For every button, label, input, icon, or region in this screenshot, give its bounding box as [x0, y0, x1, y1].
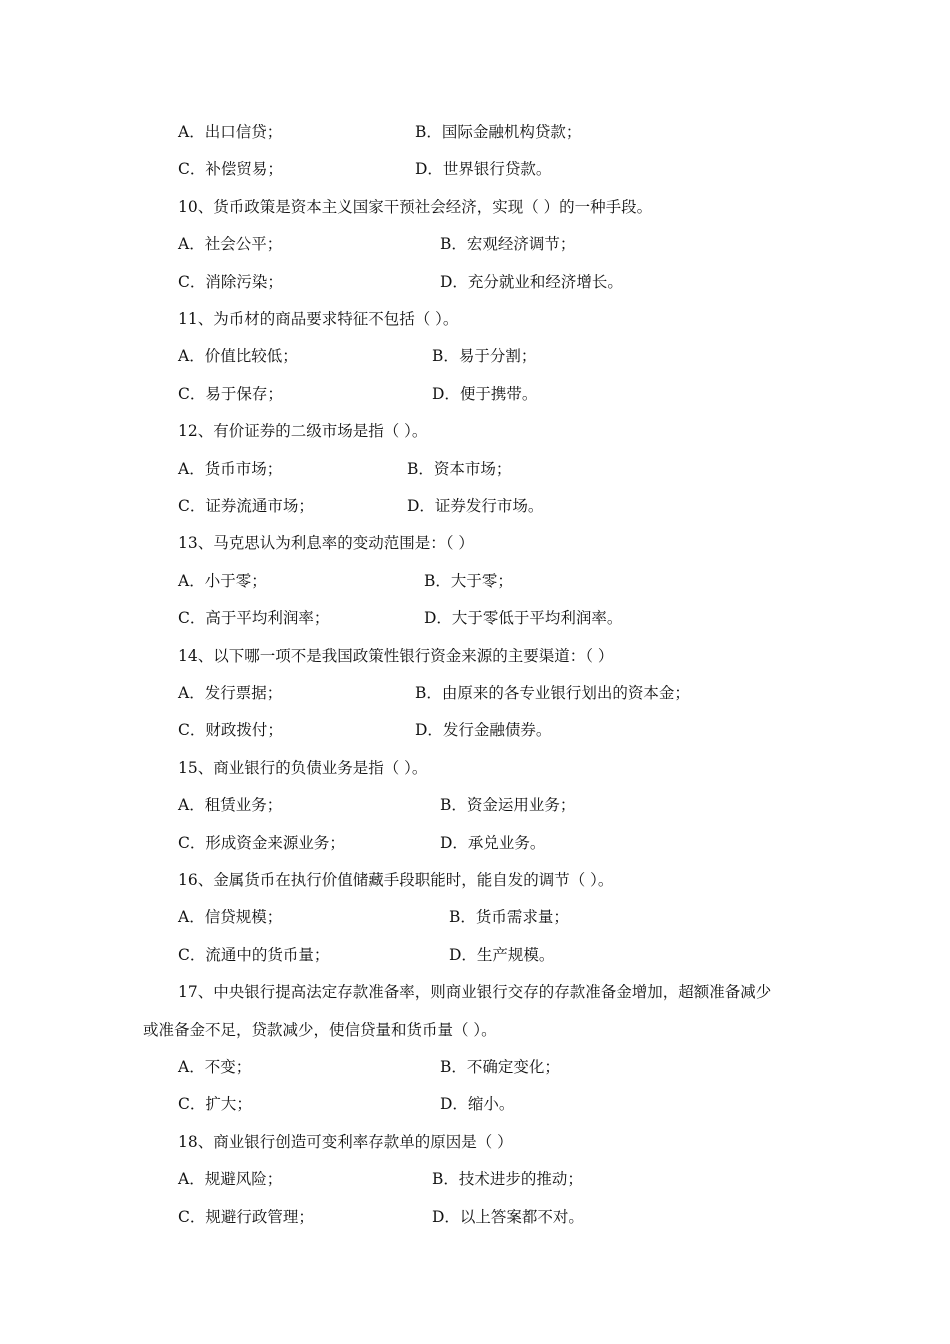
- option-left: C．消除污染；: [178, 272, 283, 291]
- option-left: A．规避风险；: [178, 1170, 283, 1189]
- option-right: B．宏观经济调节；: [440, 235, 576, 254]
- option-row: [0, 1055, 950, 1079]
- question-text: 13、马克思认为利息率的变动范围是：（ ）: [178, 534, 474, 553]
- option-right: B．大于零；: [424, 571, 513, 590]
- question-text: 14、以下哪一项不是我国政策性银行资金来源的主要渠道：（ ）: [178, 646, 614, 665]
- option-left: A．不变；: [178, 1058, 252, 1076]
- option-right: D．缩小。: [440, 1095, 515, 1114]
- option-left: A．发行票据；: [178, 684, 283, 702]
- option-row: [0, 157, 950, 181]
- option-left: A．货币市场；: [178, 459, 283, 478]
- option-row: [0, 681, 950, 705]
- option-left: C．证券流通市场；: [178, 497, 314, 515]
- option-left: C．补偿贸易；: [178, 160, 283, 179]
- option-left: C．形成资金来源业务；: [178, 833, 345, 852]
- option-left: C．高于平均利润率；: [178, 609, 330, 628]
- option-right: B．资金运用业务；: [440, 796, 576, 815]
- option-right: B．国际金融机构贷款；: [415, 123, 582, 141]
- option-row: [0, 1167, 950, 1191]
- question-text: 16、金属货币在执行价值储藏手段职能时，能自发的调节（ ）。: [178, 871, 614, 889]
- question-text: 11、为币材的商品要求特征不包括（ ）。: [178, 310, 459, 328]
- option-right: D．发行金融债券。: [415, 721, 552, 740]
- option-left: A．出口信贷；: [178, 123, 283, 141]
- option-left: A．租赁业务；: [178, 796, 283, 815]
- option-right: D．证券发行市场。: [407, 497, 544, 515]
- option-right: D．大于零低于平均利润率。: [424, 609, 623, 628]
- question-text: 17、中央银行提高法定存款准备率，则商业银行交存的存款准备金增加，超额准备减少: [178, 983, 772, 1002]
- option-left: C．扩大；: [178, 1095, 252, 1114]
- option-row: [0, 943, 950, 967]
- option-right: D．以上答案都不对。: [432, 1207, 584, 1226]
- option-right: D．世界银行贷款。: [415, 160, 552, 179]
- option-row: [0, 457, 950, 481]
- option-right: B．不确定变化；: [440, 1058, 560, 1076]
- option-right: D．便于携带。: [432, 384, 538, 403]
- question-text: 10、货币政策是资本主义国家干预社会经济，实现（ ）的一种手段。: [178, 197, 653, 216]
- option-row: [0, 606, 950, 630]
- option-row: [0, 382, 950, 406]
- option-left: A．价值比较低；: [178, 347, 298, 366]
- option-row: [0, 270, 950, 294]
- option-right: B．资本市场；: [407, 459, 512, 478]
- option-right: B．由原来的各专业银行划出的资本金；: [415, 684, 690, 702]
- option-row: [0, 1205, 950, 1229]
- option-right: D．生产规模。: [449, 945, 555, 964]
- question-text: 15、商业银行的负债业务是指（ ）。: [178, 758, 428, 777]
- option-row: [0, 120, 950, 144]
- option-right: D．承兑业务。: [440, 833, 546, 852]
- option-left: A．信贷规模；: [178, 908, 283, 927]
- option-left: A．小于零；: [178, 571, 267, 590]
- option-row: [0, 232, 950, 256]
- option-right: B．技术进步的推动；: [432, 1170, 583, 1189]
- question-text: 18、商业银行创造可变利率存款单的原因是（ ）: [178, 1132, 513, 1151]
- option-row: [0, 831, 950, 855]
- option-row: [0, 905, 950, 929]
- option-row: [0, 718, 950, 742]
- option-right: B．易于分割；: [432, 347, 537, 366]
- option-left: C．规避行政管理；: [178, 1207, 314, 1226]
- question-text: 12、有价证券的二级市场是指（ ）。: [178, 422, 428, 441]
- option-right: B．货币需求量；: [449, 908, 569, 927]
- option-right: D．充分就业和经济增长。: [440, 272, 623, 291]
- option-row: [0, 344, 950, 368]
- option-left: C．流通中的货币量；: [178, 945, 330, 964]
- option-left: A．社会公平；: [178, 235, 283, 254]
- option-left: C．财政拨付；: [178, 721, 283, 740]
- option-row: [0, 793, 950, 817]
- option-row: [0, 1092, 950, 1116]
- option-row: [0, 569, 950, 593]
- question-continuation: 或准备金不足，贷款减少，使信贷量和货币量（ ）。: [143, 1020, 497, 1039]
- option-row: [0, 494, 950, 518]
- option-left: C．易于保存；: [178, 384, 283, 403]
